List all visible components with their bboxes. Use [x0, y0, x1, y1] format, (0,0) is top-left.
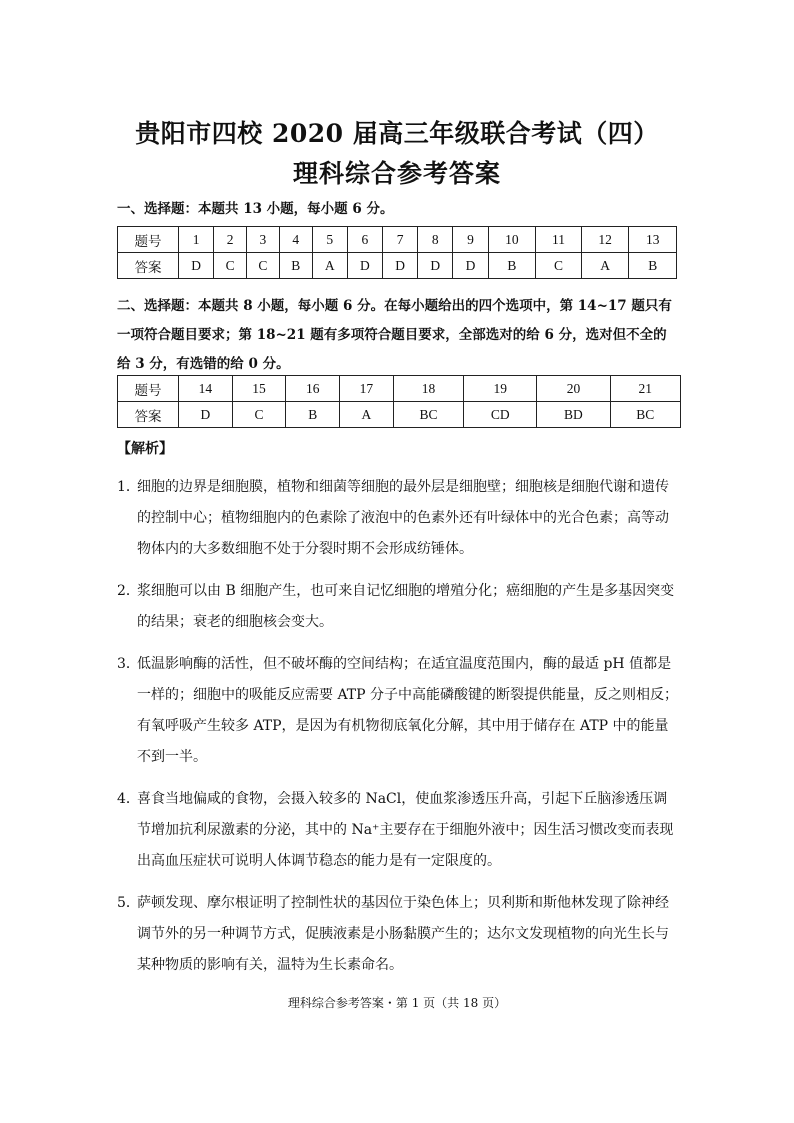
item-number: 4．	[117, 791, 140, 807]
question-number-cell: 5	[312, 227, 347, 253]
answer-cell: BC	[393, 402, 463, 428]
answer-cell: B	[488, 253, 535, 279]
page-footer: 理科综合参考答案・第 1 页（共 18 页）	[287, 996, 507, 1010]
answer-cell: B	[279, 253, 312, 279]
answer-cell: A	[340, 402, 394, 428]
section1-heading: 一、选择题：本题共 13 小题，每小题 6 分。	[117, 201, 394, 217]
answer-cell: D	[347, 253, 382, 279]
answer-cell: B	[286, 402, 340, 428]
answer-cell: C	[232, 402, 286, 428]
question-number-cell: 14	[179, 376, 233, 402]
table-row-answers	[118, 253, 677, 279]
item-number: 5．	[117, 895, 140, 911]
answer-cell: D	[179, 253, 214, 279]
answer-cell: D	[383, 253, 418, 279]
answer-cell: C	[247, 253, 280, 279]
row-label-question: 题号	[118, 227, 179, 253]
row-label-answer: 答案	[118, 253, 179, 279]
question-number-cell: 11	[536, 227, 582, 253]
table-row-questions	[118, 227, 677, 253]
analysis-label: 【解析】	[117, 441, 173, 457]
answer-cell: A	[312, 253, 347, 279]
question-number-cell: 2	[214, 227, 247, 253]
item-number: 1．	[117, 479, 140, 495]
question-number-cell: 1	[179, 227, 214, 253]
question-number-cell: 12	[581, 227, 628, 253]
question-number-cell: 6	[347, 227, 382, 253]
question-number-cell: 18	[393, 376, 463, 402]
question-number-cell: 8	[418, 227, 453, 253]
page-subtitle: 理科综合参考答案	[292, 159, 501, 188]
analysis-list	[117, 472, 680, 992]
answer-cell: C	[536, 253, 582, 279]
question-number-cell: 13	[629, 227, 677, 253]
answer-cell: D	[453, 253, 488, 279]
item-text: 低温影响酶的活性，但不破坏酶的空间结构；在适宜温度范围内，酶的最适 pH 值都是一样的；细胞中的吸能反应需要 ATP 分子中高能磷酸键的断裂提供能量，反之则相反；有氧呼吸产生较多 ATP，是因为有机物彻底氧化分解，其中用于储存在 ATP 中的能量不到一半。	[137, 656, 679, 765]
analysis-item	[117, 784, 680, 877]
section2-answer-table	[117, 375, 681, 428]
analysis-item	[117, 472, 680, 565]
item-text: 细胞的边界是细胞膜，植物和细菌等细胞的最外层是细胞壁；细胞核是细胞代谢和遗传的控制中心；植物细胞内的色素除了液泡中的色素外还有叶绿体中的光合色素；高等动物体内的大多数细胞不处于分裂时期不会形成纺锤体。	[137, 479, 669, 557]
answer-cell: CD	[464, 402, 537, 428]
table-row-answers	[118, 402, 681, 428]
question-number-cell: 17	[340, 376, 394, 402]
question-number-cell: 20	[537, 376, 610, 402]
question-number-cell: 19	[464, 376, 537, 402]
analysis-item	[117, 888, 680, 981]
answer-cell: D	[179, 402, 233, 428]
answer-cell: BC	[610, 402, 680, 428]
analysis-item	[117, 649, 680, 773]
question-number-cell: 16	[286, 376, 340, 402]
item-text: 萨顿发现、摩尔根证明了控制性状的基因位于染色体上；贝利斯和斯他林发现了除神经调节外的另一种调节方式，促胰液素是小肠黏膜产生的；达尔文发现植物的向光生长与某种物质的影响有关，温特为生长素命名。	[137, 895, 669, 973]
question-number-cell: 21	[610, 376, 680, 402]
question-number-cell: 10	[488, 227, 535, 253]
item-text: 浆细胞可以由 B 细胞产生，也可来自记忆细胞的增殖分化；癌细胞的产生是多基因突变的结果；衰老的细胞核会变大。	[137, 583, 675, 630]
row-label-answer: 答案	[118, 402, 179, 428]
question-number-cell: 4	[279, 227, 312, 253]
item-number: 2．	[117, 583, 140, 599]
item-number: 3．	[117, 656, 140, 672]
answer-cell: C	[214, 253, 247, 279]
question-number-cell: 3	[247, 227, 280, 253]
section2-heading: 二、选择题：本题共 8 小题，每小题 6 分。在每小题给出的四个选项中，第 14~17 题只有一项符合题目要求；第 18~21 题有多项符合题目要求，全部选对的给 6 分，选对但不全的给 3 分，有选错的给 0 分。	[117, 298, 672, 372]
page-title: 贵阳市四校 2020 届高三年级联合考试（四）	[135, 119, 659, 148]
answer-cell: D	[418, 253, 453, 279]
section1-answer-table	[117, 226, 677, 279]
question-number-cell: 15	[232, 376, 286, 402]
table-row-questions	[118, 376, 681, 402]
question-number-cell: 7	[383, 227, 418, 253]
item-text: 喜食当地偏咸的食物，会摄入较多的 NaCl，使血浆渗透压升高，引起下丘脑渗透压调节增加抗利尿激素的分泌，其中的 Na⁺主要存在于细胞外液中；因生活习惯改变而表现出高血压症状可说明人体调节稳态的能力是有一定限度的。	[137, 791, 674, 869]
answer-cell: A	[581, 253, 628, 279]
row-label-question: 题号	[118, 376, 179, 402]
answer-cell: BD	[537, 402, 610, 428]
analysis-item	[117, 576, 680, 638]
answer-cell: B	[629, 253, 677, 279]
question-number-cell: 9	[453, 227, 488, 253]
